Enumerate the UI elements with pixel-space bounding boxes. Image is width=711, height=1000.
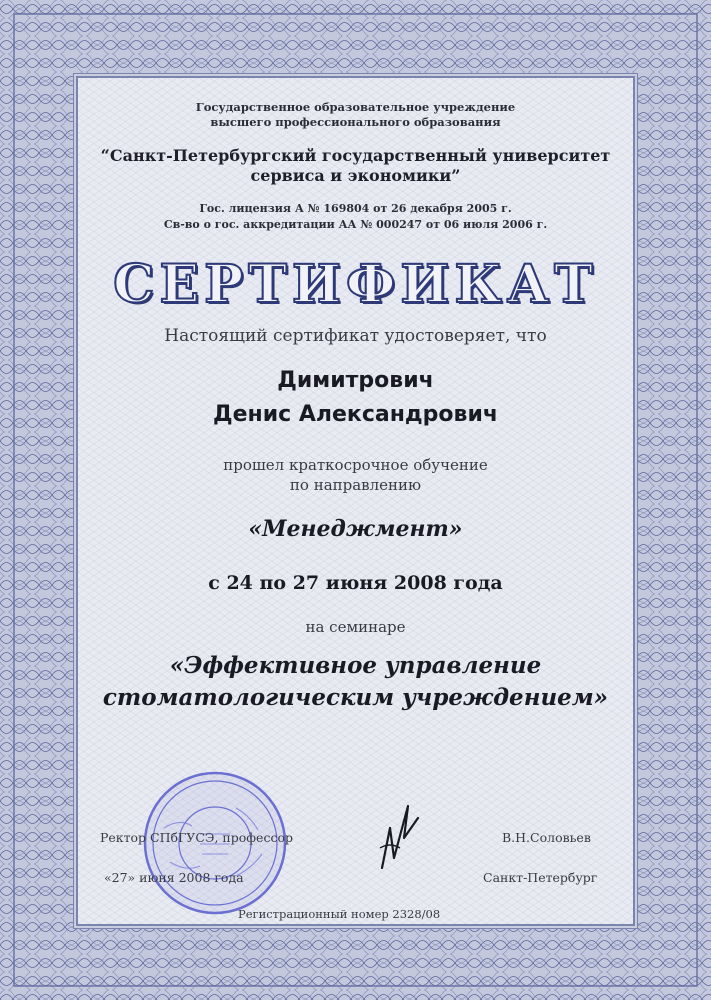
institution-line: Государственное образовательное учреждение xyxy=(195,100,516,114)
university-line: “Санкт-Петербургский государственный университет xyxy=(100,146,611,165)
institution-header xyxy=(0,100,711,130)
training-description xyxy=(0,455,711,495)
seminar-intro: на семинаре xyxy=(305,618,406,636)
certifies-text: Настоящий сертификат удостоверяет, что xyxy=(164,326,547,346)
accreditation-line: Св-во о гос. аккредитации АА № 000247 от 06 июля 2006 г. xyxy=(163,218,548,231)
training-line: прошел краткосрочное обучение xyxy=(223,456,488,474)
license-info xyxy=(0,201,711,233)
training-dates: с 24 по 27 июня 2008 года xyxy=(208,572,503,594)
seminar-title-line: стоматологическим учреждением» xyxy=(102,684,609,711)
training-line: по направлению xyxy=(289,476,422,494)
institution-line: высшего профессионального образования xyxy=(210,115,501,129)
recipient-given-names: Денис Александрович xyxy=(213,402,498,427)
recipient-surname: Димитрович xyxy=(277,368,434,393)
rector-name: В.Н.Соловьев xyxy=(502,830,591,845)
license-line: Гос. лицензия А № 169804 от 26 декабря 2005 г. xyxy=(199,202,512,215)
issue-city: Санкт-Петербург xyxy=(483,870,598,885)
signature-icon xyxy=(360,798,440,878)
seminar-title xyxy=(0,650,711,714)
issue-date: «27» июня 2008 года xyxy=(104,870,244,885)
seminar-title-line: «Эффективное управление xyxy=(169,652,542,679)
rector-title: Ректор СПбГУСЭ, профессор xyxy=(100,830,293,845)
university-line: сервиса и экономики” xyxy=(250,166,461,185)
training-field: «Менеджмент» xyxy=(248,516,463,542)
registration-number: Регистрационный номер 2328/08 xyxy=(238,907,441,921)
university-name xyxy=(0,146,711,186)
certificate-title: СЕРТИФИКАТ xyxy=(113,254,598,315)
